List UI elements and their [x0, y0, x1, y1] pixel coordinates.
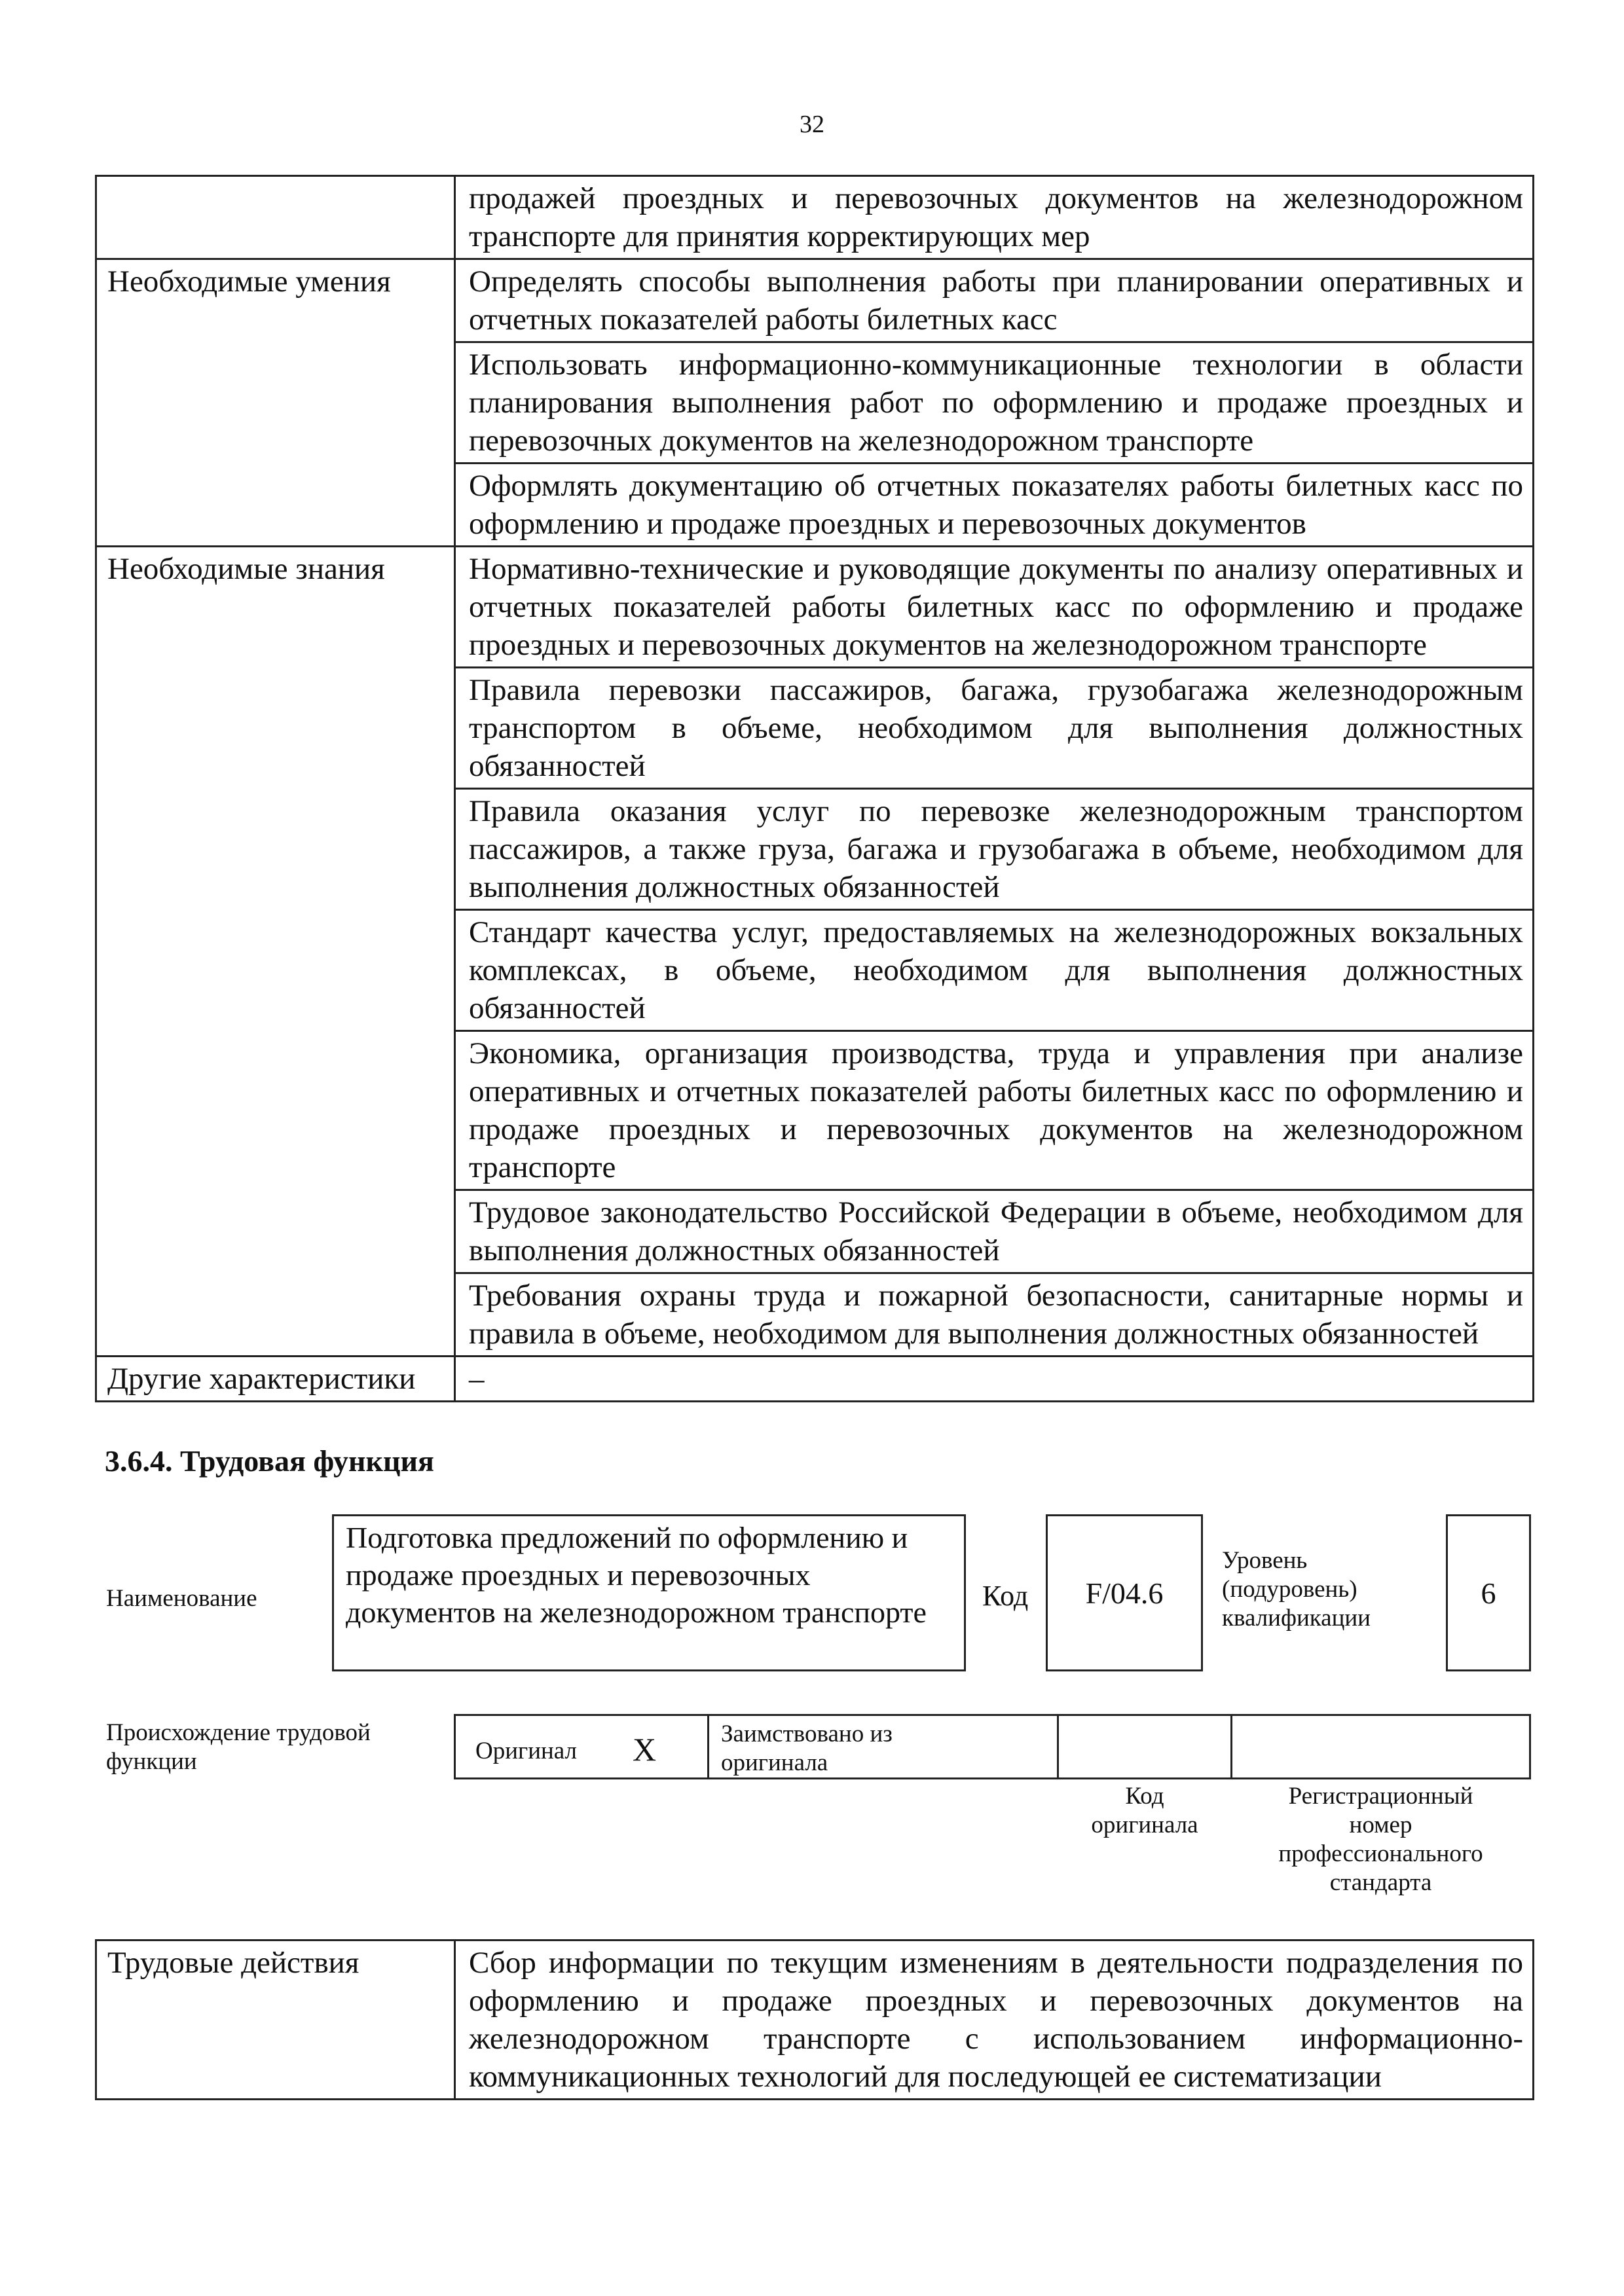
cell-text: Стандарт качества услуг, предоставляемых на железнодорожных вокзальных комплексах, в объеме, необходимом для выполнения должностных обязанностей — [455, 910, 1534, 1031]
skills-knowledge-table — [95, 175, 1534, 1402]
level-label-line: квалификации — [1222, 1605, 1371, 1631]
cell-text: Правила перевозки пассажиров, багажа, грузобагажа железнодорожным транспортом в объеме, необходимом для выполнения должностных обязанностей — [455, 668, 1534, 789]
original-mark: X — [633, 1731, 657, 1768]
original-text: Оригинал — [475, 1738, 578, 1764]
cell-text: продажей проездных и перевозочных документов на железнодорожном транспорте для принятия корректирующих мер — [455, 176, 1534, 259]
code-label: Код — [982, 1580, 1029, 1612]
caption-line: оригинала — [1091, 1812, 1198, 1838]
origin-label-line: Происхождение трудовой — [106, 1719, 371, 1746]
page-number: 32 — [800, 111, 824, 138]
labor-actions-table — [95, 1939, 1534, 2100]
cell-text: Правила оказания услуг по перевозке железнодорожным транспортом пассажиров, а также груза, багажа и грузобагажа в объеме, необходимом для выполнения должностных обязанностей — [455, 789, 1534, 910]
level-value-box — [1446, 1514, 1531, 1671]
level-value: 6 — [1481, 1576, 1496, 1610]
table-row — [96, 547, 1534, 668]
section-heading: 3.6.4. Трудовая функция — [105, 1444, 434, 1478]
cell-text: Определять способы выполнения работы при планировании оперативных и отчетных показателей работы билетных касс — [455, 259, 1534, 342]
table-row — [96, 1941, 1534, 2100]
level-label-line: Уровень — [1222, 1547, 1308, 1574]
borrowed-text — [721, 1720, 893, 1777]
code-value: F/04.6 — [1085, 1576, 1164, 1610]
origin-label-line: функции — [106, 1748, 197, 1775]
cell-text: Сбор информации по текущим изменениям в деятельности подразделения по оформлению и продаже проездных и перевозочных документов на железнодорожном транспорте с использованием информационно-коммуникационных технологий для последующей ее систематизации — [455, 1941, 1534, 2100]
name-value: Подготовка предложений по оформлению и продаже проездных и перевозочных документов на железнодорожном транспорте — [346, 1521, 927, 1629]
row-label — [96, 176, 455, 259]
borrowed-line: Заимствовано из — [721, 1721, 893, 1747]
cell-text: Трудовое законодательство Российской Федерации в объеме, необходимом для выполнения должностных обязанностей — [455, 1190, 1534, 1273]
row-label-other: Другие характеристики — [96, 1357, 455, 1402]
origin-label — [106, 1719, 371, 1776]
level-label — [1222, 1546, 1371, 1633]
code-value-box — [1046, 1514, 1203, 1671]
cell-text: Требования охраны труда и пожарной безопасности, санитарные нормы и правила в объеме, необходимом для выполнения должностных обязанностей — [455, 1273, 1534, 1357]
cell-text: – — [455, 1357, 1534, 1402]
row-label-skills: Необходимые умения — [96, 259, 455, 547]
row-label-actions: Трудовые действия — [96, 1941, 455, 2100]
caption-line: Регистрационный — [1288, 1783, 1473, 1810]
original-code-caption — [1057, 1782, 1232, 1840]
level-label-line: (подуровень) — [1222, 1576, 1357, 1603]
borrowed-line: оригинала — [721, 1749, 828, 1776]
registration-number-cell — [1230, 1714, 1531, 1779]
caption-line: профессионального — [1278, 1840, 1483, 1867]
cell-text: Экономика, организация производства, труда и управления при анализе оперативных и отчетных показателей работы билетных касс по оформлению и продаже проездных и перевозочных документов на железнодорожном транспорте — [455, 1031, 1534, 1190]
original-code-cell — [1057, 1714, 1232, 1779]
original-cell — [454, 1714, 709, 1779]
borrowed-cell — [707, 1714, 1059, 1779]
caption-line: стандарта — [1329, 1869, 1432, 1896]
cell-text: Нормативно-технические и руководящие документы по анализу оперативных и отчетных показателей работы билетных касс по оформлению и продаже проездных и перевозочных документов на железнодорожном транспорте — [455, 547, 1534, 668]
row-label-knowledge: Необходимые знания — [96, 547, 455, 1357]
table-row — [96, 176, 1534, 259]
name-value-box — [332, 1514, 966, 1671]
cell-text: Использовать информационно-коммуникационные технологии в области планирования выполнения работ по оформлению и продаже проездных и перевозочных документов на железнодорожном транспорте — [455, 342, 1534, 464]
registration-number-caption — [1230, 1782, 1531, 1897]
caption-line: Код — [1125, 1783, 1164, 1810]
caption-line: номер — [1349, 1812, 1412, 1838]
name-label: Наименование — [106, 1585, 257, 1612]
cell-text: Оформлять документацию об отчетных показателях работы билетных касс по оформлению и продаже проездных и перевозочных документов — [455, 464, 1534, 547]
table-row — [96, 259, 1534, 342]
table-row — [96, 1357, 1534, 1402]
